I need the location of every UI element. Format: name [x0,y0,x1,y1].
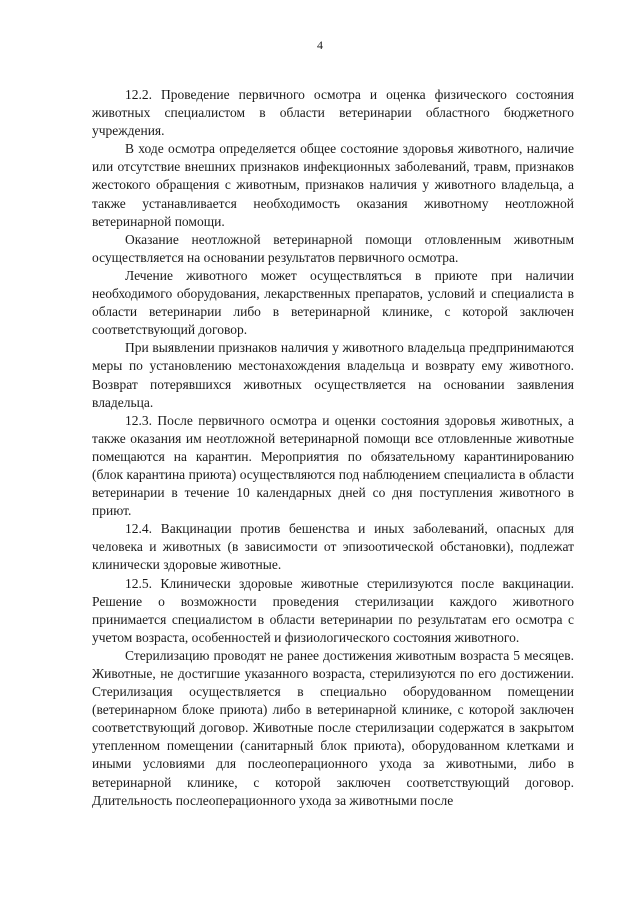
paragraph-owner-return: При выявлении признаков наличия у животного владельца предпринимаются меры по установлению местонахождения владельца и возврату ему животного. Возврат потерявшихся животных осуществляется на основании заявления владельца. [92,340,574,410]
paragraph-12-4: 12.4. Вакцинации против бешенства и иных заболеваний, опасных для человека и животных (в зависимости от эпизоотической обстановки), подлежат клинически здоровые животные. [92,521,574,573]
page-number: 4 [317,38,323,52]
paragraph-sterilization: Стерилизацию проводят не ранее достижения животным возраста 5 месяцев. Животные, не достигшие указанного возраста, стерилизуются по его достижении. Стерилизация осуществляется в специально оборудованном помещении (ветеринарном блоке приюта) либо в ветеринарной клинике, с которой заключен соответствующий договор. Животные после стерилизации содержатся в закрытом утепленном помещении (санитарный блок приюта), оборудованном клетками и иными условиями для послеоперационного ухода за животными, либо в ветеринарной клинике, с которой заключен соответствующий договор. Длительность послеоперационного ухода за животными после [92,647,574,808]
document-body [92,86,574,810]
paragraph-examination: В ходе осмотра определяется общее состояние здоровья животного, наличие или отсутствие внешних признаков инфекционных заболеваний, травм, признаков жестокого обращения с животным, признаков наличия у животного владельца, а также устанавливается необходимость оказания животному неотложной ветеринарной помощи. [92,141,574,229]
paragraph-emergency-care: Оказание неотложной ветеринарной помощи отловленным животным осуществляется на основании результатов первичного осмотра. [92,231,574,265]
paragraph-12-3: 12.3. После первичного осмотра и оценки состояния здоровья животных, а также оказания им неотложной ветеринарной помощи все отловленные животные помещаются на карантин. Мероприятия по обязательному карантинированию (блок карантина приюта) осуществляются под наблюдением специалиста в области ветеринарии в течение 10 календарных дней со дня поступления животного в приют. [92,412,574,519]
paragraph-12-5: 12.5. Клинически здоровые животные стерилизуются после вакцинации. Решение о возможности проведения стерилизации каждого животного принимается специалистом в области ветеринарии по результатам его осмотра с учетом возраста, особенностей и физиологического состояния животного. [92,575,574,645]
paragraph-treatment: Лечение животного может осуществляться в приюте при наличии необходимого оборудования, лекарственных препаратов, условий и специалиста в области ветеринарии либо в ветеринарной клинике, с которой заключен соответствующий договор. [92,267,574,338]
paragraph-12-2: 12.2. Проведение первичного осмотра и оценка физического состояния животных специалистом в области ветеринарии областного бюджетного учреждения. [92,87,574,139]
